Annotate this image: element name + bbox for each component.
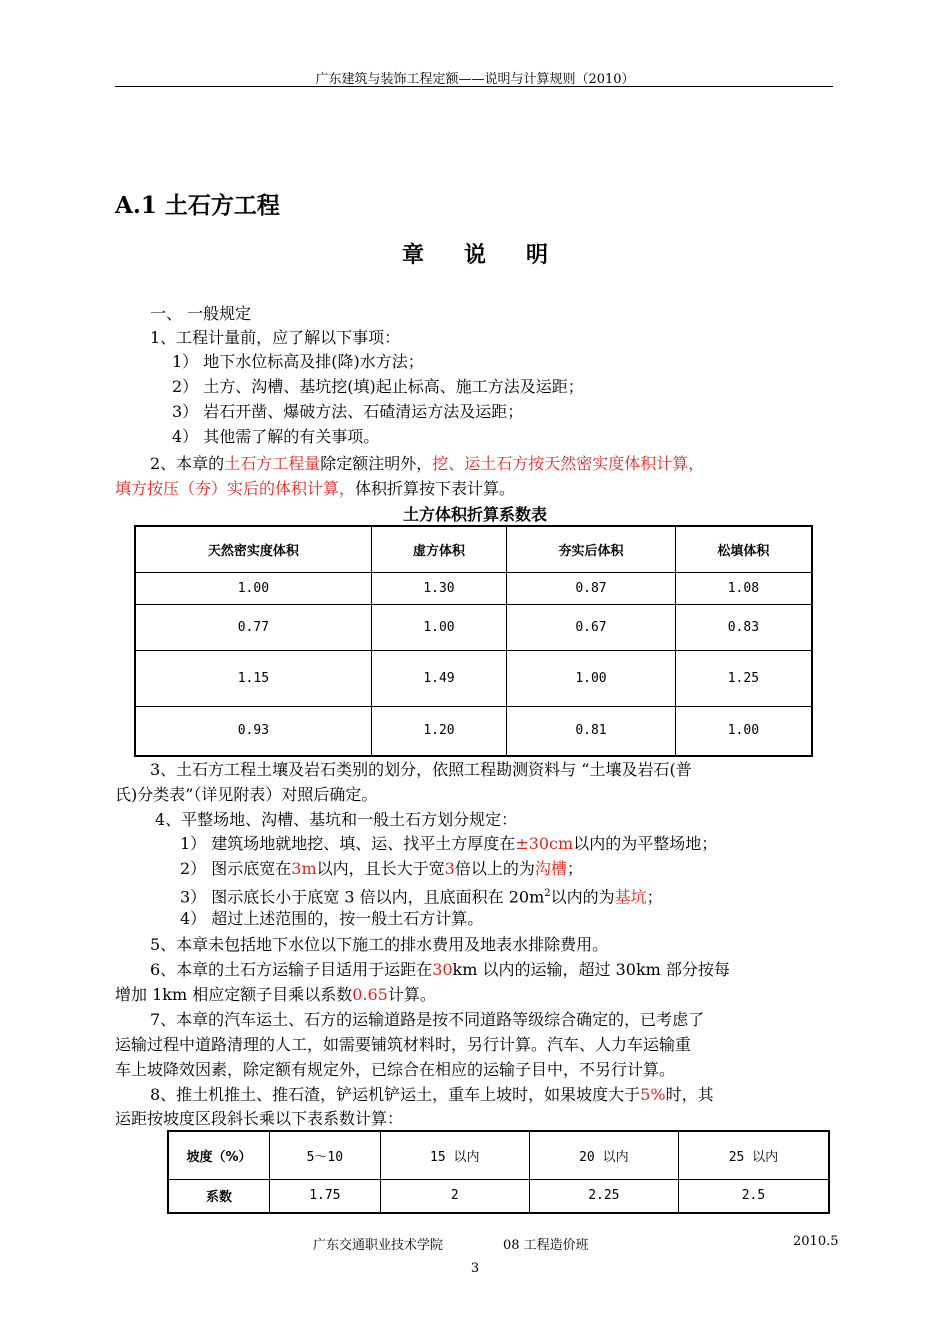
chapter-title: A.1 土石方工程	[115, 192, 280, 219]
table-cell: 20 以内	[529, 1131, 678, 1179]
item2-highlight: 土石方工程量	[224, 454, 321, 473]
item6-highlight: 0.65	[352, 985, 388, 1004]
table-cell: 1.00	[371, 604, 506, 650]
item6-line2	[115, 983, 436, 1007]
item6-text: km 以内的运输，超过 30km 部分按每	[452, 960, 730, 979]
table-header-cell: 松填体积	[675, 526, 812, 572]
table-cell: 1.00	[507, 650, 676, 706]
item2-line1	[150, 452, 704, 476]
table-row	[135, 706, 812, 756]
table-cell: 1.25	[675, 650, 812, 706]
table-header-cell: 坡度（%）	[168, 1131, 270, 1179]
item4-text: 1） 建筑场地就地挖、填、运、找平土方厚度在	[180, 834, 516, 853]
table1-caption: 土方体积折算系数表	[402, 505, 547, 524]
table-cell: 25 以内	[678, 1131, 829, 1179]
header-rule	[115, 86, 833, 87]
table-cell: 1.75	[270, 1179, 381, 1213]
item5: 5、本章未包括地下水位以下施工的排水费用及地表水排除费用。	[150, 935, 609, 954]
item4-text: ；	[566, 859, 583, 878]
item4-highlight: 3	[444, 859, 455, 878]
item2-text: 2、本章的	[150, 454, 225, 473]
item7-line: 7、本章的汽车运土、石方的运输道路是按不同道路等级综合确定的，已考虑了	[150, 1010, 705, 1029]
table-cell: 2.5	[678, 1179, 829, 1213]
item8-line1	[150, 1083, 714, 1107]
sec1-heading: 一、 一般规定	[150, 304, 252, 323]
item7-line: 车上坡降效因素，除定额有规定外，已综合在相应的运输子目中，不另行计算。	[115, 1060, 676, 1079]
item1: 1、工程计量前，应了解以下事项：	[150, 328, 401, 347]
conversion-table	[134, 525, 813, 757]
slope-table	[167, 1130, 830, 1214]
item6-line1	[150, 958, 730, 982]
item4-sub	[180, 857, 583, 881]
page-number: 3	[470, 1261, 480, 1276]
item6-text: 计算。	[387, 985, 436, 1004]
table-cell: 0.83	[675, 604, 812, 650]
item4-text: 2） 图示底宽在	[180, 859, 292, 878]
item4-text: ；	[646, 887, 663, 907]
superscript: 2	[544, 888, 551, 899]
table-row	[135, 650, 812, 706]
item4-sub	[180, 882, 663, 909]
table-cell: 1.20	[371, 706, 506, 756]
item4-highlight: 沟槽	[534, 859, 567, 878]
item8-highlight: 5%	[640, 1085, 666, 1104]
table-cell: 1.30	[371, 572, 506, 604]
item4-highlight: ±30cm	[515, 834, 574, 853]
item4-text: 倍以上的为	[454, 859, 535, 878]
table-header-row	[135, 526, 812, 572]
item2-highlight: 挖、运土石方按天然密实度体积计算，	[432, 454, 705, 473]
running-header: 广东建筑与装饰工程定额——说明与计算规则（2010）	[315, 72, 635, 87]
table-cell: 0.81	[507, 706, 676, 756]
item4: 4、平整场地、沟槽、基坑和一般土石方划分规定：	[155, 810, 518, 829]
table-cell: 0.77	[135, 604, 371, 650]
table-row	[135, 604, 812, 650]
table-cell: 0.87	[507, 572, 676, 604]
item4-sub: 4） 超过上述范围的，按一般土石方计算。	[180, 909, 484, 928]
item4-text: 以内，且长大于宽	[316, 859, 445, 878]
item4-text: 以内的为平整场地；	[573, 834, 718, 853]
table-cell: 0.67	[507, 604, 676, 650]
table-cell: 2	[380, 1179, 529, 1213]
table-row	[135, 572, 812, 604]
table-cell: 1.15	[135, 650, 371, 706]
table-header-cell: 夯实后体积	[507, 526, 676, 572]
item1-sub: 3） 岩石开凿、爆破方法、石碴清运方法及运距；	[172, 402, 524, 421]
item2-text: 除定额注明外，	[320, 454, 433, 473]
item8-text: 时，其	[665, 1085, 714, 1104]
table-header-cell: 天然密实度体积	[135, 526, 371, 572]
item2-text: 体积折算按下表计算。	[355, 479, 516, 498]
table-cell: 1.49	[371, 650, 506, 706]
item4-sub	[180, 832, 717, 856]
item4-highlight: 3m	[291, 859, 317, 878]
table-cell: 1.00	[675, 706, 812, 756]
table-cell: 5～10	[270, 1131, 381, 1179]
item7-line: 运输过程中道路清理的人工，如需要铺筑材料时，另行计算。汽车、人力车运输重	[115, 1035, 692, 1054]
item6-text: 6、本章的土石方运输子目适用于运距在	[150, 960, 433, 979]
footer-date: 2010.5	[793, 1234, 839, 1249]
item3-line1: 3、土石方工程土壤及岩石类别的划分，依照工程勘测资料与 “土壤及岩石(普	[150, 760, 692, 779]
table-header-row	[168, 1131, 829, 1179]
item2-line2	[115, 477, 515, 501]
table-row	[168, 1179, 829, 1213]
table-header-cell: 系数	[168, 1179, 270, 1213]
item1-sub: 2） 土方、沟槽、基坑挖(填)起止标高、施工方法及运距；	[172, 377, 584, 396]
section-title: 章说明	[401, 242, 588, 268]
item1-sub: 1） 地下水位标高及排(降)水方法；	[172, 352, 424, 371]
footer-class: 08 工程造价班	[503, 1238, 589, 1253]
item4-text: 以内的为	[550, 887, 615, 907]
footer-school: 广东交通职业技术学院	[313, 1238, 444, 1253]
table-cell: 1.00	[135, 572, 371, 604]
item2-highlight: 填方按压（夯）实后的体积计算，	[115, 479, 356, 498]
item6-text: 增加 1km 相应定额子目乘以系数	[115, 985, 353, 1004]
item4-highlight: 基坑	[614, 887, 647, 907]
item6-highlight: 30	[432, 960, 453, 979]
table-cell: 15 以内	[380, 1131, 529, 1179]
table-header-cell: 虚方体积	[371, 526, 506, 572]
item1-sub: 4） 其他需了解的有关事项。	[172, 427, 380, 446]
table-cell: 1.08	[675, 572, 812, 604]
table-cell: 2.25	[529, 1179, 678, 1213]
item8-text: 8、推土机推土、推石渣，铲运机铲运土，重车上坡时，如果坡度大于	[150, 1085, 641, 1104]
item3-line2: 氏)分类表”（详见附表）对照后确定。	[115, 785, 378, 804]
table-cell: 0.93	[135, 706, 371, 756]
item8-line2: 运距按坡度区段斜长乘以下表系数计算：	[115, 1109, 404, 1128]
item4-text: 3） 图示底长小于底宽 3 倍以内，且底面积在 20m	[180, 887, 545, 907]
